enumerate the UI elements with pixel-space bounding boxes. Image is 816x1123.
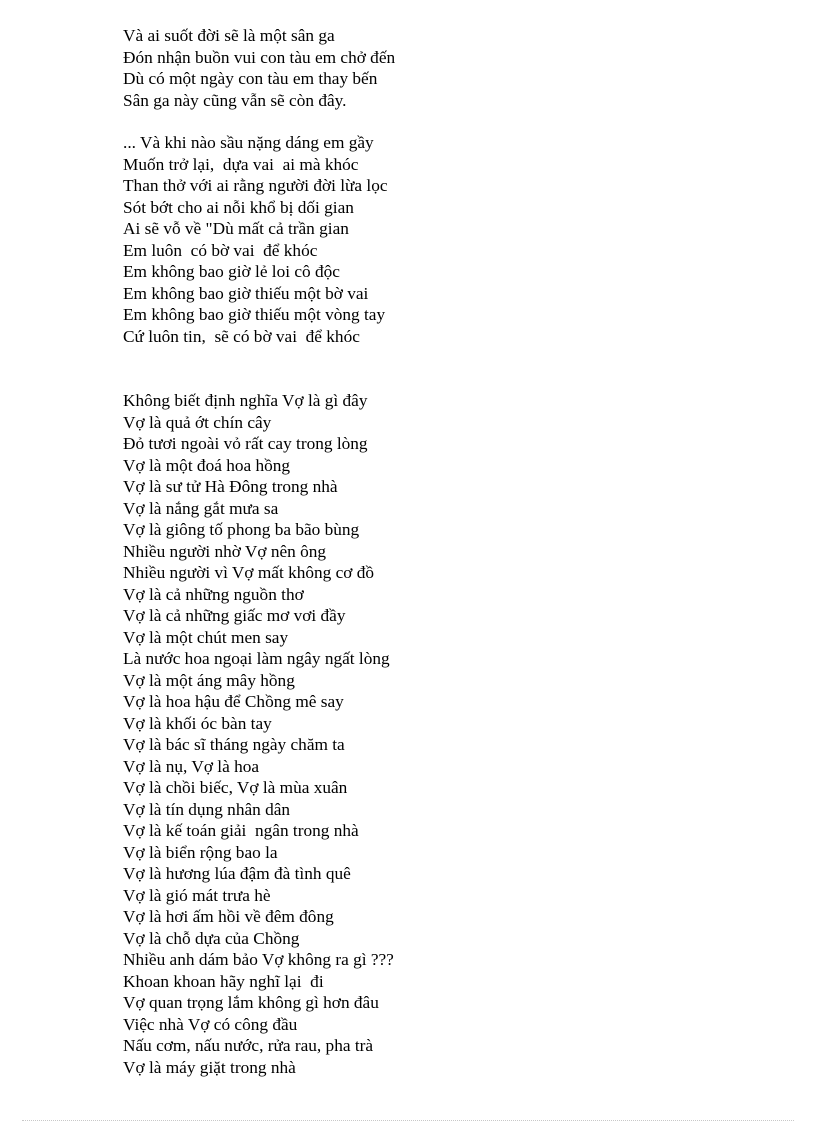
poem-line: Sân ga này cũng vẫn sẽ còn đây. bbox=[123, 90, 347, 110]
poem-line: Vợ là máy giặt trong nhà bbox=[123, 1057, 296, 1077]
poem-line: Vợ là một chút men say bbox=[123, 627, 289, 647]
poem-line: Vợ là chỗ dựa của Chồng bbox=[123, 928, 300, 948]
poem-line: Vợ là biển rộng bao la bbox=[123, 842, 278, 862]
poem-line: Em không bao giờ thiếu một bờ vai bbox=[123, 283, 369, 303]
poem-line: Than thở với ai rằng người đời lừa lọc bbox=[123, 176, 388, 195]
poem-line: Vợ là sư tử Hà Đông trong nhà bbox=[123, 477, 338, 496]
poem-line: Đón nhận buồn vui con tàu em chở đến bbox=[123, 47, 396, 67]
poem-line: Nấu cơm, nấu nước, rửa rau, pha trà bbox=[123, 1036, 374, 1055]
poem-line: Vợ là hương lúa đậm đà tình quê bbox=[123, 864, 351, 883]
poem-line: Ai sẽ vỗ về "Dù mất cả trần gian bbox=[123, 219, 349, 238]
poem-line: Đỏ tươi ngoài vỏ rất cay trong lòng bbox=[123, 434, 368, 453]
poem-line: Vợ là gió mát trưa hè bbox=[123, 885, 271, 905]
poem-line: Cứ luôn tin, sẽ có bờ vai để khóc bbox=[123, 326, 360, 346]
poem-line: Vợ là kế toán giải ngân trong nhà bbox=[123, 821, 359, 840]
poem-line: Và ai suốt đời sẽ là một sân ga bbox=[123, 26, 335, 45]
poem-line: Là nước hoa ngoại làm ngây ngất lòng bbox=[123, 649, 390, 668]
poem-stanza-1 bbox=[123, 25, 395, 111]
poem-line: Vợ là một đoá hoa hồng bbox=[123, 455, 291, 475]
poem-line: Vợ quan trọng lắm không gì hơn đâu bbox=[123, 993, 379, 1012]
poem-line: Vợ là cả những giấc mơ vơi đầy bbox=[123, 606, 346, 625]
poem-line: Vợ là một áng mây hồng bbox=[123, 670, 295, 690]
poem-line: Vợ là hoa hậu để Chồng mê say bbox=[123, 692, 344, 711]
poem-line: Nhiều người nhờ Vợ nên ông bbox=[123, 541, 327, 561]
poem-line: Em không bao giờ thiếu một vòng tay bbox=[123, 305, 386, 324]
poem-line: Em không bao giờ lẻ loi cô độc bbox=[123, 262, 340, 281]
poem-line: Không biết định nghĩa Vợ là gì đây bbox=[123, 391, 368, 410]
poem-line: Vợ là tín dụng nhân dân bbox=[123, 799, 291, 819]
poem-line: Vợ là hơi ấm hồi về đêm đông bbox=[123, 907, 334, 926]
poem-line: ... Và khi nào sầu nặng dáng em gầy bbox=[123, 133, 374, 152]
poem-stanza-2 bbox=[123, 132, 388, 347]
poem-line: Em luôn có bờ vai để khóc bbox=[123, 240, 318, 260]
poem-line: Khoan khoan hãy nghĩ lại đi bbox=[123, 971, 324, 991]
poem-line: Sót bớt cho ai nỗi khổ bị dối gian bbox=[123, 197, 354, 217]
poem-line: Nhiều người vì Vợ mất không cơ đồ bbox=[123, 563, 375, 582]
poem-line: Vợ là giông tố phong ba bão bùng bbox=[123, 520, 360, 539]
poem-line: Vợ là quả ớt chín cây bbox=[123, 412, 272, 432]
poem-line: Vợ là cả những nguồn thơ bbox=[123, 584, 304, 604]
poem-line: Nhiều anh dám bảo Vợ không ra gì ??? bbox=[123, 950, 394, 969]
poem-line: Vợ là nắng gắt mưa sa bbox=[123, 498, 279, 518]
page-bottom-divider bbox=[22, 1120, 794, 1121]
poem-line: Vợ là chồi biếc, Vợ là mùa xuân bbox=[123, 778, 348, 797]
poem-line: Việc nhà Vợ có công đầu bbox=[123, 1014, 298, 1034]
poem-stanza-3 bbox=[123, 390, 394, 1078]
poem-line: Vợ là nụ, Vợ là hoa bbox=[123, 756, 260, 776]
poem-line: Muốn trở lại, dựa vai ai mà khóc bbox=[123, 154, 359, 174]
poem-line: Dù có một ngày con tàu em thay bến bbox=[123, 69, 378, 88]
poem-line: Vợ là khối óc bàn tay bbox=[123, 713, 272, 733]
poem-line: Vợ là bác sĩ tháng ngày chăm ta bbox=[123, 735, 345, 754]
